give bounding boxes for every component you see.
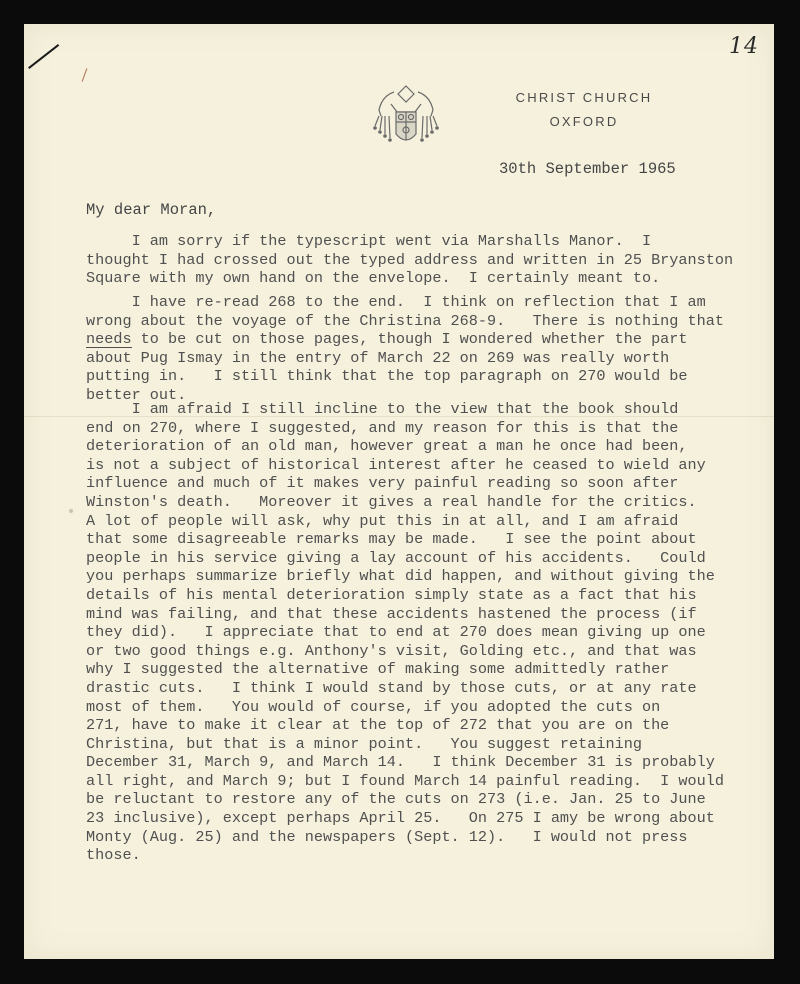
handwritten-page-number: 14 (729, 34, 759, 59)
text-line: I am sorry if the typescript went via Marshalls Manor. I (86, 232, 652, 250)
salutation: My dear Moran, (86, 201, 217, 219)
text-line: all right, and March 9; but I found March 14 painful reading. I would (86, 771, 724, 790)
text-line: that some disagreeable remarks may be made. I see the point about (86, 530, 697, 549)
text-line: those. (86, 846, 141, 865)
text-line: 271, have to make it clear at the top of 272 that you are on the (86, 716, 670, 735)
paper-blemish (69, 509, 73, 513)
text-line: Winston's death. Moreover it gives a real handle for the critics. (86, 492, 697, 511)
text-line: end on 270, where I suggested, and my reason for this is that the (86, 418, 679, 437)
text-line: or two good things e.g. Anthony's visit, Golding etc., and that was (86, 641, 697, 660)
paragraph (86, 232, 786, 288)
pen-stroke-mark (82, 68, 88, 81)
text-line: thought I had crossed out the typed address and written in 25 Bryanston (86, 250, 734, 269)
text-line: Square with my own hand on the envelope. I certainly meant to. (86, 269, 661, 288)
text-line: about Pug Ismay in the entry of March 22 on 269 was really worth (86, 348, 670, 367)
letterhead (464, 86, 704, 134)
paragraph (86, 293, 786, 405)
coat-of-arms-icon (367, 82, 445, 150)
text-line: influence and much of it makes very painful reading so soon after (86, 474, 679, 493)
letter-date: 30th September 1965 (499, 160, 676, 178)
text-line-underlined-needs: needs to be cut on those pages, though I wondered whether the part (86, 330, 786, 349)
text-line: they did). I appreciate that to end at 270 does mean giving up one (86, 623, 706, 642)
text-line: A lot of people will ask, why put this in at all, and I am afraid (86, 511, 679, 530)
text-line: putting in. I still think that the top paragraph on 270 would be (86, 367, 688, 386)
text-line: why I suggested the alternative of making some admittedly rather (86, 660, 670, 679)
text-line: most of them. You would of course, if you adopted the cuts on (86, 697, 661, 716)
text-line: better out. (86, 385, 187, 404)
text-line: December 31, March 9, and March 14. I think December 31 is probably (86, 753, 715, 772)
letterhead-city: OXFORD (549, 114, 619, 129)
text-line: 23 inclusive), except perhaps April 25. On 275 I amy be wrong about (86, 809, 715, 828)
text-line: be reluctant to restore any of the cuts on 273 (i.e. Jan. 25 to June (86, 790, 706, 809)
text-line: wrong about the voyage of the Christina 268-9. There is nothing that (86, 311, 724, 330)
text-line: you perhaps summarize briefly what did happen, and without giving the (86, 567, 715, 586)
letterhead-institution: CHRIST CHURCH (515, 90, 653, 105)
text-line: drastic cuts. I think I would stand by those cuts, or at any rate (86, 678, 697, 697)
text-line: I am afraid I still incline to the view that the book should (86, 400, 679, 418)
text-line: mind was failing, and that these accidents hastened the process (if (86, 604, 697, 623)
text-line: deterioration of an old man, however great a man he once had been, (86, 437, 688, 456)
paragraph (86, 400, 786, 865)
text-line: details of his mental deterioration simply state as a fact that his (86, 585, 697, 604)
text-line: is not a subject of historical interest after he ceased to wield any (86, 455, 706, 474)
pen-tick-mark (28, 44, 59, 69)
text-line: Christina, but that is a minor point. You suggest retaining (86, 734, 642, 753)
text-line: I have re-read 268 to the end. I think on reflection that I am (86, 293, 706, 311)
text-line: Monty (Aug. 25) and the newspapers (Sept. 12). I would not press (86, 827, 688, 846)
letter-page (24, 24, 774, 959)
text-line: people in his service giving a lay account of his accidents. Could (86, 548, 706, 567)
